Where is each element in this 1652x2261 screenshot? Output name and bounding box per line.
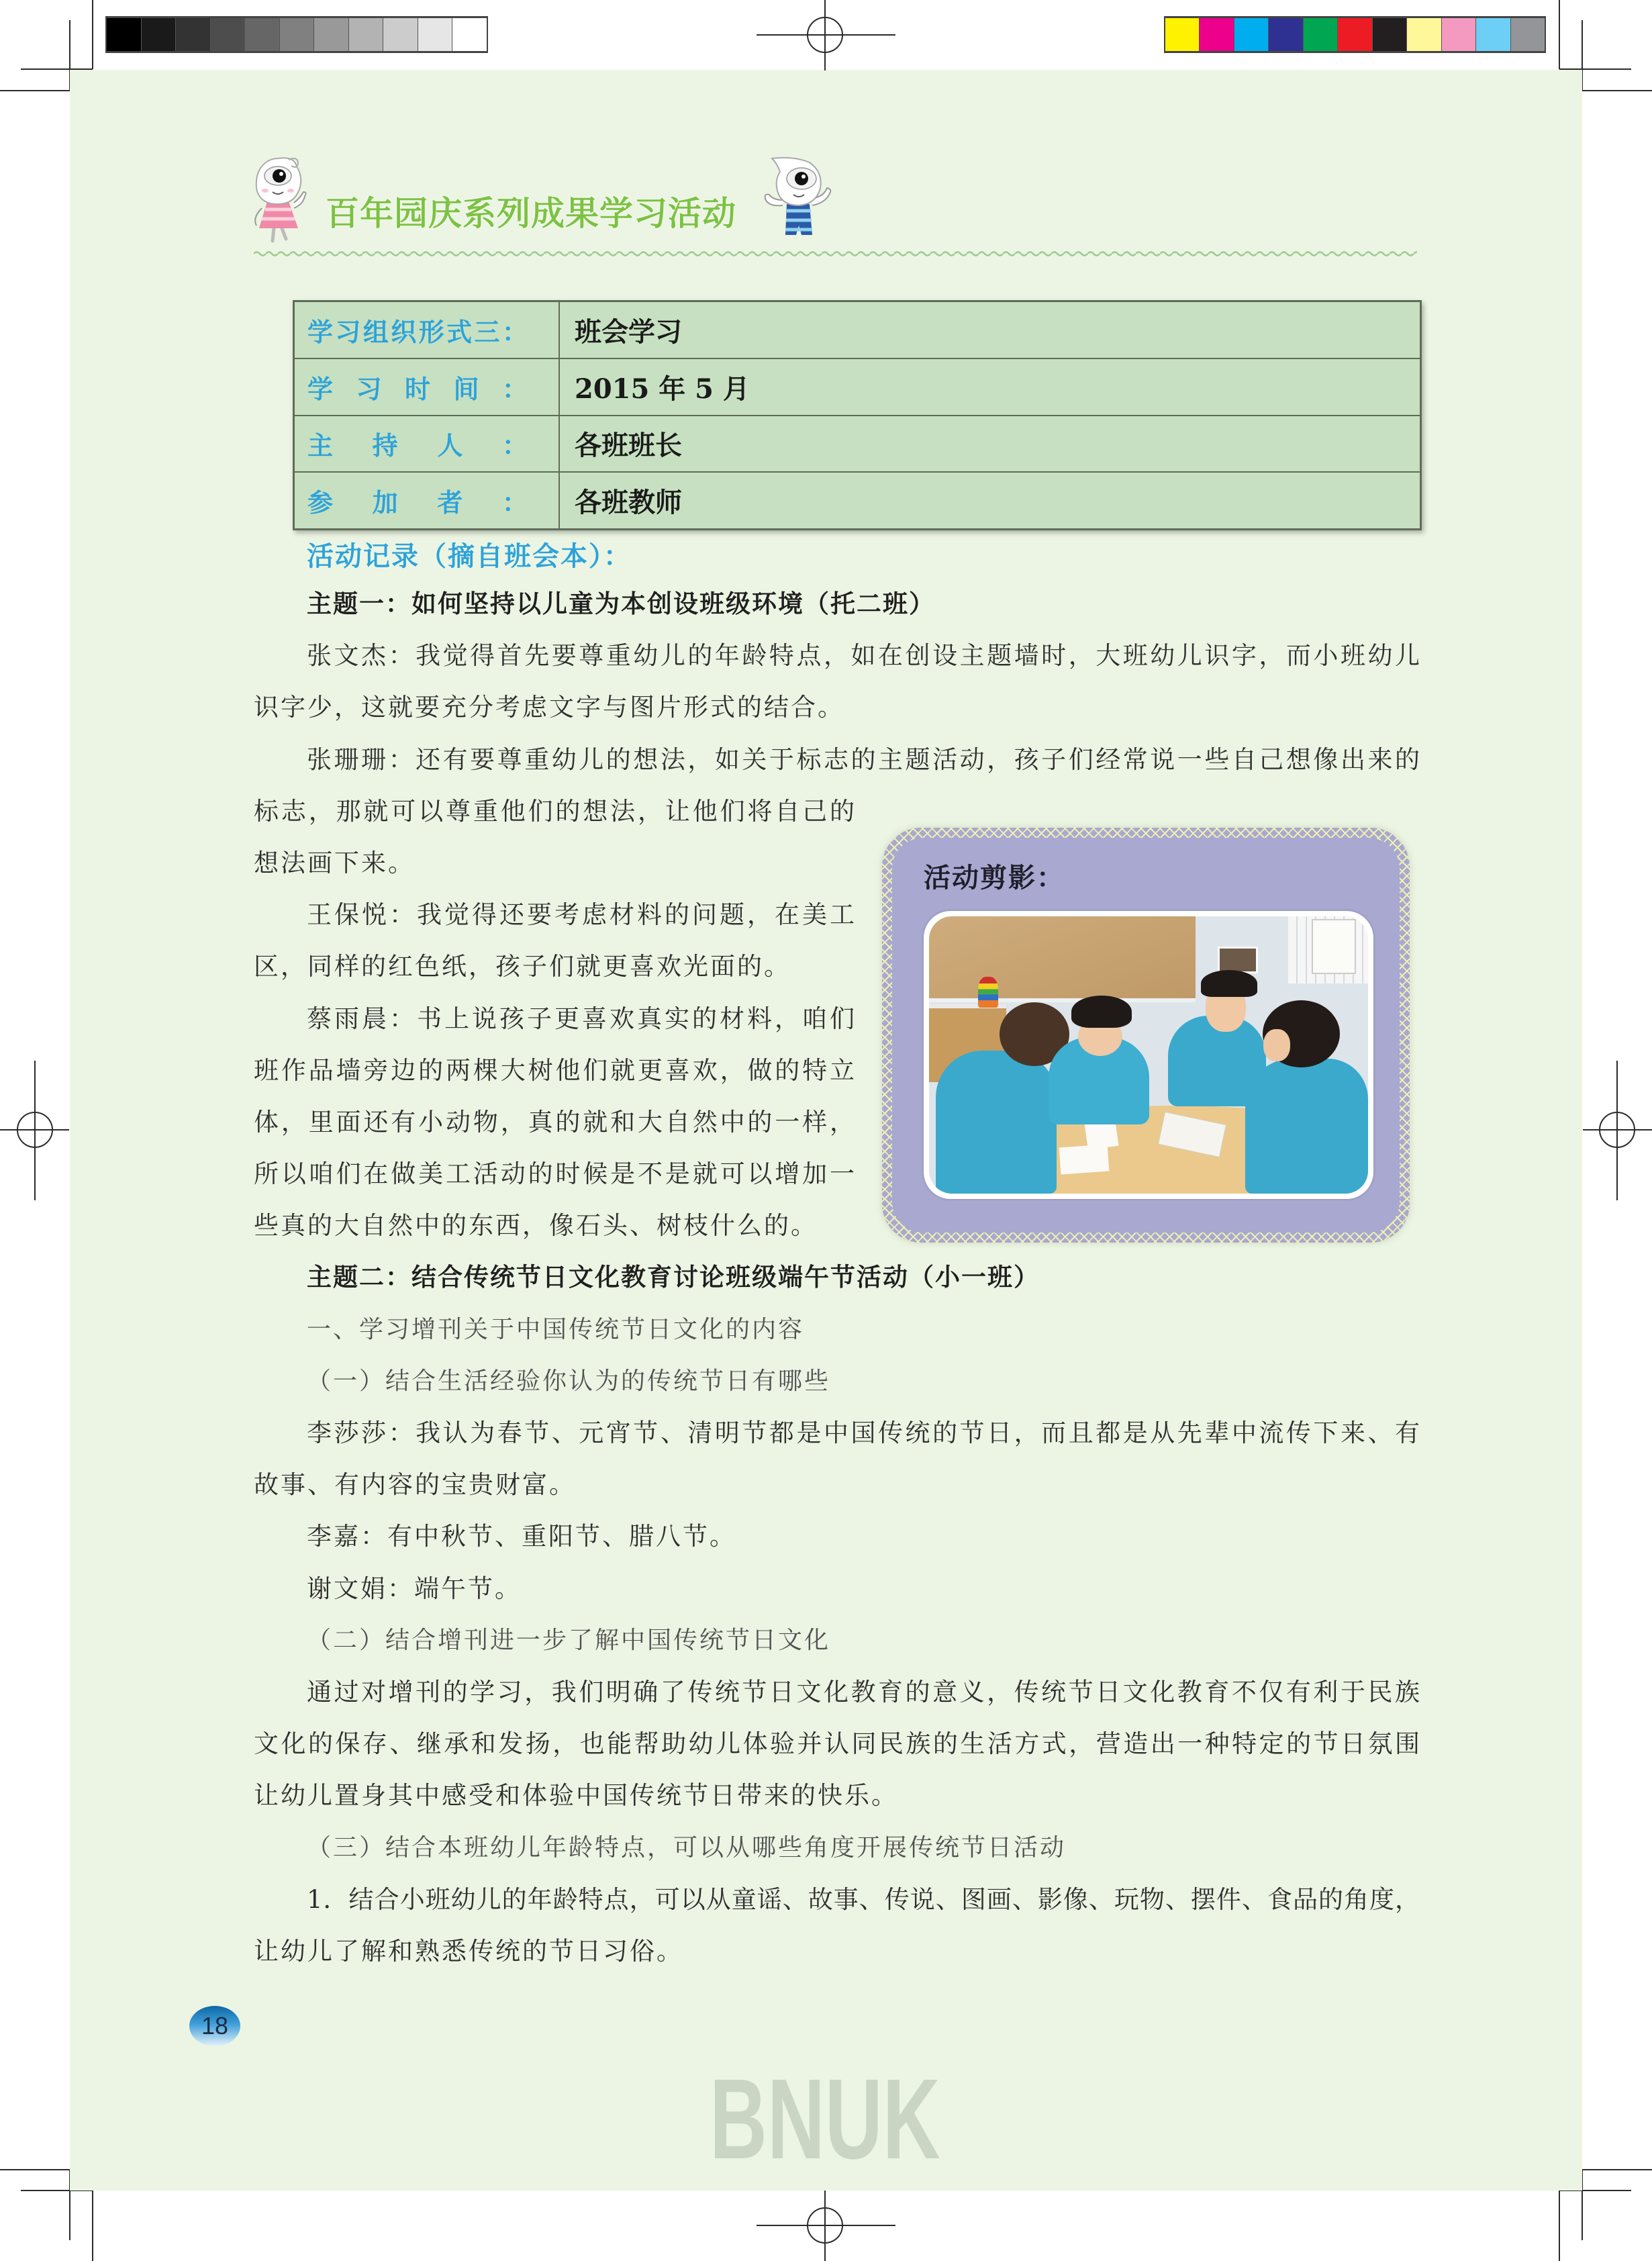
gray-swatch <box>383 18 418 51</box>
color-swatch <box>1269 18 1303 51</box>
info-row-participants <box>295 473 1420 528</box>
text-line: 蔡雨晨：书上说孩子更喜欢真实的材料，咱们 <box>307 1004 855 1033</box>
gray-swatch <box>107 18 142 51</box>
color-calibration-bar <box>1164 16 1546 53</box>
text-line: 识字少，这就要充分考虑文字与图片形式的结合。 <box>254 693 844 722</box>
color-swatch <box>1476 18 1510 51</box>
gray-swatch <box>245 18 280 51</box>
text-line: 李莎莎：我认为春节、元宵节、清明节都是中国传统的节日，而且都是从先辈中流传下来、有 <box>307 1418 1420 1447</box>
info-label: 学习组织形式三： <box>295 302 560 358</box>
wavy-divider <box>254 248 1417 259</box>
section-title: 一、学习增刊关于中国传统节日文化的内容 <box>307 1315 805 1343</box>
stacking-toy <box>978 977 998 1008</box>
text-line: 1．结合小班幼儿的年龄特点，可以从童谣、故事、传说、图画、影像、玩物、摆件、食品的角度， <box>307 1884 1420 1914</box>
info-value: 各班班长 <box>575 430 682 462</box>
text-line: 张文杰：我觉得首先要尊重幼儿的年龄特点，如在创设主题墙时，大班幼儿识字，而小班幼儿 <box>307 641 1420 671</box>
info-label: 主持人： <box>295 416 560 472</box>
text-line: 谢文娟：端午节。 <box>307 1574 522 1603</box>
color-swatch <box>1234 18 1269 51</box>
watermark: BNUK <box>710 2056 940 2183</box>
paragraph <box>254 630 1420 733</box>
subsection-title: （一）结合生活经验你认为的传统节日有哪些 <box>307 1367 831 1395</box>
gray-swatch <box>142 18 177 51</box>
paragraph <box>254 1510 1420 1562</box>
info-row-time <box>295 359 1420 416</box>
text-line: 李嘉：有中秋节、重阳节、腊八节。 <box>307 1522 736 1551</box>
paragraph <box>254 1666 1420 1822</box>
text-line: 班作品墙旁边的两棵大树他们就更喜欢，做的特立 <box>254 1055 855 1085</box>
text-line: 通过对增刊的学习，我们明确了传统节日文化教育的意义，传统节日文化教育不仅有利于民族 <box>307 1677 1420 1706</box>
gray-swatch <box>280 18 315 51</box>
text-line: 让幼儿置身其中感受和体验中国传统节日带来的快乐。 <box>254 1781 898 1811</box>
subsection-title: （三）结合本班幼儿年龄特点，可以从哪些角度开展传统节日活动 <box>307 1833 1067 1862</box>
info-value: 各班教师 <box>575 487 682 519</box>
gray-swatch <box>211 18 246 51</box>
paragraph <box>254 1563 1420 1615</box>
gray-swatch <box>176 18 211 51</box>
color-swatch <box>1442 18 1476 51</box>
series-title: 百年园庆系列成果学习活动 <box>326 195 736 232</box>
girl-mascot-icon <box>247 156 309 243</box>
info-label: 参加者： <box>295 473 560 528</box>
wall-picture <box>1312 919 1356 974</box>
person <box>1245 1059 1368 1194</box>
info-row-host <box>295 416 1420 473</box>
color-swatch <box>1511 18 1545 51</box>
text-line: 让幼儿了解和熟悉传统的节日习俗。 <box>254 1936 683 1966</box>
person-hair <box>1071 996 1132 1028</box>
text-line: 体，里面还有小动物，真的就和大自然中的一样， <box>254 1107 855 1137</box>
activity-photo <box>924 911 1373 1199</box>
info-value: 2015 年 5 月 <box>575 373 750 405</box>
color-swatch <box>1200 18 1234 51</box>
text-line: 张珊珊：还有要尊重幼儿的想法，如关于标志的主题活动，孩子们经常说一些自己想像出来的 <box>307 744 1420 774</box>
note-paper <box>1059 1145 1110 1175</box>
person <box>936 1051 1057 1194</box>
text-line: 故事、有内容的宝贵财富。 <box>254 1470 576 1500</box>
color-swatch <box>1165 18 1200 51</box>
paragraph <box>254 1407 1420 1510</box>
text-line: 标志，那就可以尊重他们的想法，让他们将自己的 <box>254 796 855 826</box>
wall-poster <box>1218 947 1258 973</box>
text-line: 文化的保存、继承和发扬，也能帮助幼儿体验并认同民族的生活方式，营造出一种特定的节日氛围 <box>254 1729 1420 1759</box>
gray-swatch <box>349 18 384 51</box>
boy-mascot-icon <box>759 156 836 242</box>
color-swatch <box>1373 18 1407 51</box>
cork-board <box>929 916 1196 1002</box>
text-line: 所以咱们在做美工活动的时候是不是就可以增加一 <box>254 1159 855 1189</box>
text-line: 区，同样的红色纸，孩子们就更喜欢光面的。 <box>254 952 791 981</box>
subsection-title: （二）结合增刊进一步了解中国传统节日文化 <box>307 1626 831 1654</box>
color-swatch <box>1338 18 1372 51</box>
topic2-title: 主题二：结合传统节日文化教育讨论班级端午节活动（小一班） <box>307 1263 1040 1292</box>
text-line: 些真的大自然中的东西，像石头、树枝什么的。 <box>254 1211 818 1241</box>
page-number-badge <box>189 2006 240 2046</box>
info-table <box>293 300 1422 530</box>
text-line: 想法画下来。 <box>254 848 415 877</box>
person-hair <box>1201 970 1257 997</box>
text-line: 王保悦：我觉得还要考虑材料的问题，在美工 <box>307 900 855 930</box>
person-face <box>1263 1029 1290 1061</box>
topic1-title: 主题一：如何坚持以儿童为本创设班级环境（托二班） <box>307 590 935 618</box>
color-swatch <box>1407 18 1441 51</box>
info-value: 班会学习 <box>575 316 682 348</box>
info-label: 学习时间： <box>295 359 560 415</box>
paragraph <box>254 1874 1420 1977</box>
gray-swatch <box>452 18 487 51</box>
color-swatch <box>1304 18 1338 51</box>
gray-swatch <box>314 18 349 51</box>
photo-scene <box>929 916 1368 1194</box>
info-row-format <box>295 302 1420 359</box>
record-body <box>254 578 1420 1977</box>
page-number: 18 <box>201 2012 229 2039</box>
photo-box-label: 活动剪影： <box>924 863 1065 893</box>
gray-swatch <box>418 18 453 51</box>
record-heading: 活动记录（摘自班会本）： <box>307 542 632 571</box>
grayscale-calibration-bar <box>105 16 488 53</box>
